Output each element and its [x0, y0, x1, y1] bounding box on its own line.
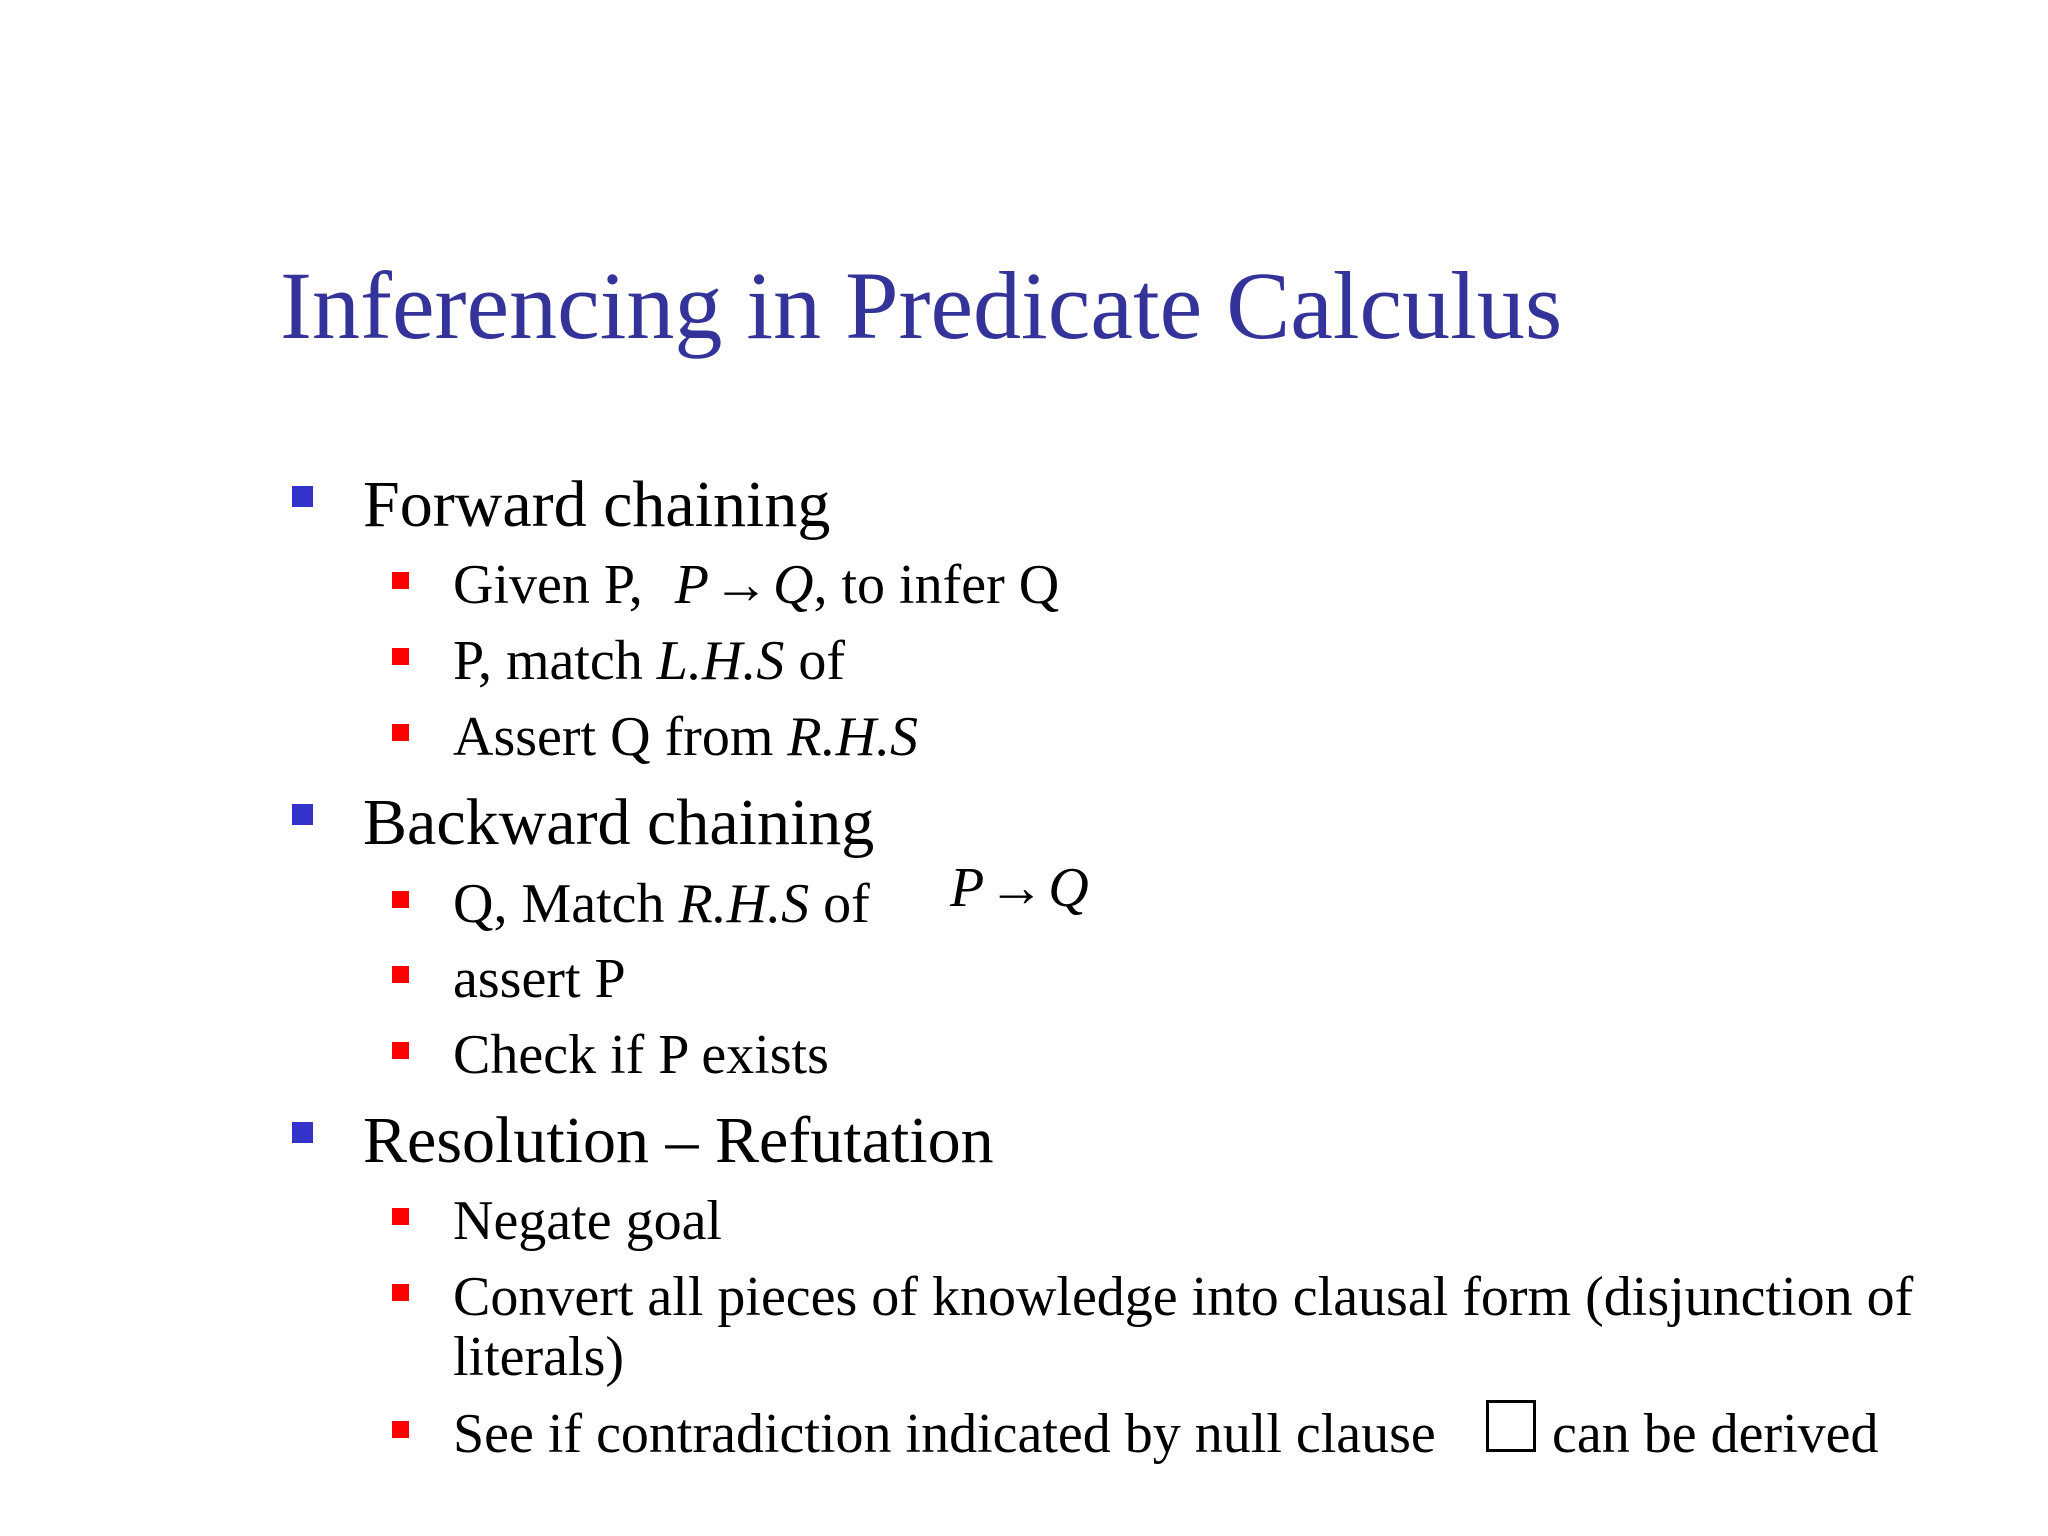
- list-item-convert-line1: Convert all pieces of knowledge into clausal form (disjunction of: [453, 1266, 1914, 1328]
- item-text: See if contradiction indicated by null clause: [453, 1403, 1436, 1465]
- item-text: P, match: [453, 630, 657, 692]
- list-item-assert-q: [453, 706, 919, 768]
- slide-title: Inferencing in Predicate Calculus: [280, 252, 1563, 359]
- implication-formula: [675, 554, 814, 616]
- list-item-negate-goal: Negate goal: [453, 1190, 722, 1252]
- list-item-given-p: [453, 554, 1060, 616]
- item-text: Given P,: [453, 554, 657, 616]
- level2-bullet-icon: [392, 891, 409, 908]
- formula-q: Q: [1048, 857, 1089, 919]
- section-forward-chaining: Forward chaining: [363, 468, 831, 541]
- level2-bullet-icon: [392, 966, 409, 983]
- item-italic: R.H.S: [678, 873, 810, 935]
- level2-bullet-icon: [392, 572, 409, 589]
- level2-bullet-icon: [392, 1208, 409, 1225]
- item-text: of: [784, 630, 846, 692]
- implication-formula: [950, 857, 1089, 919]
- list-item-null-clause-tail: can be derived: [1552, 1403, 1879, 1465]
- level2-bullet-icon: [392, 648, 409, 665]
- item-text: , to infer Q: [813, 554, 1060, 616]
- list-item-null-clause: [453, 1403, 1436, 1465]
- level2-bullet-icon: [392, 1042, 409, 1059]
- item-text: Q, Match: [453, 873, 679, 935]
- level1-bullet-icon: [292, 486, 313, 507]
- item-italic: R.H.S: [787, 706, 919, 768]
- section-backward-chaining: Backward chaining: [363, 786, 875, 859]
- section-resolution-refutation: Resolution – Refutation: [363, 1104, 994, 1177]
- level2-bullet-icon: [392, 1284, 409, 1301]
- level1-bullet-icon: [292, 804, 313, 825]
- formula-q: Q: [773, 554, 814, 616]
- item-italic: L.H.S: [656, 630, 785, 692]
- arrow-icon: →: [713, 554, 770, 616]
- list-item-match-rhs: [453, 873, 870, 935]
- level1-bullet-icon: [292, 1122, 313, 1143]
- list-item-check-p: Check if P exists: [453, 1024, 829, 1086]
- list-item-assert-p: assert P: [453, 948, 626, 1010]
- null-clause-box-icon: [1486, 1400, 1536, 1452]
- formula-p: P: [674, 554, 710, 616]
- level2-bullet-icon: [392, 1421, 409, 1438]
- item-text: Assert Q from: [453, 706, 788, 768]
- arrow-icon: →: [988, 857, 1045, 919]
- level2-bullet-icon: [392, 724, 409, 741]
- formula-p: P: [950, 857, 985, 919]
- list-item-match-lhs: [453, 630, 846, 692]
- item-text: of: [809, 873, 870, 935]
- list-item-convert-line2: literals): [453, 1326, 625, 1388]
